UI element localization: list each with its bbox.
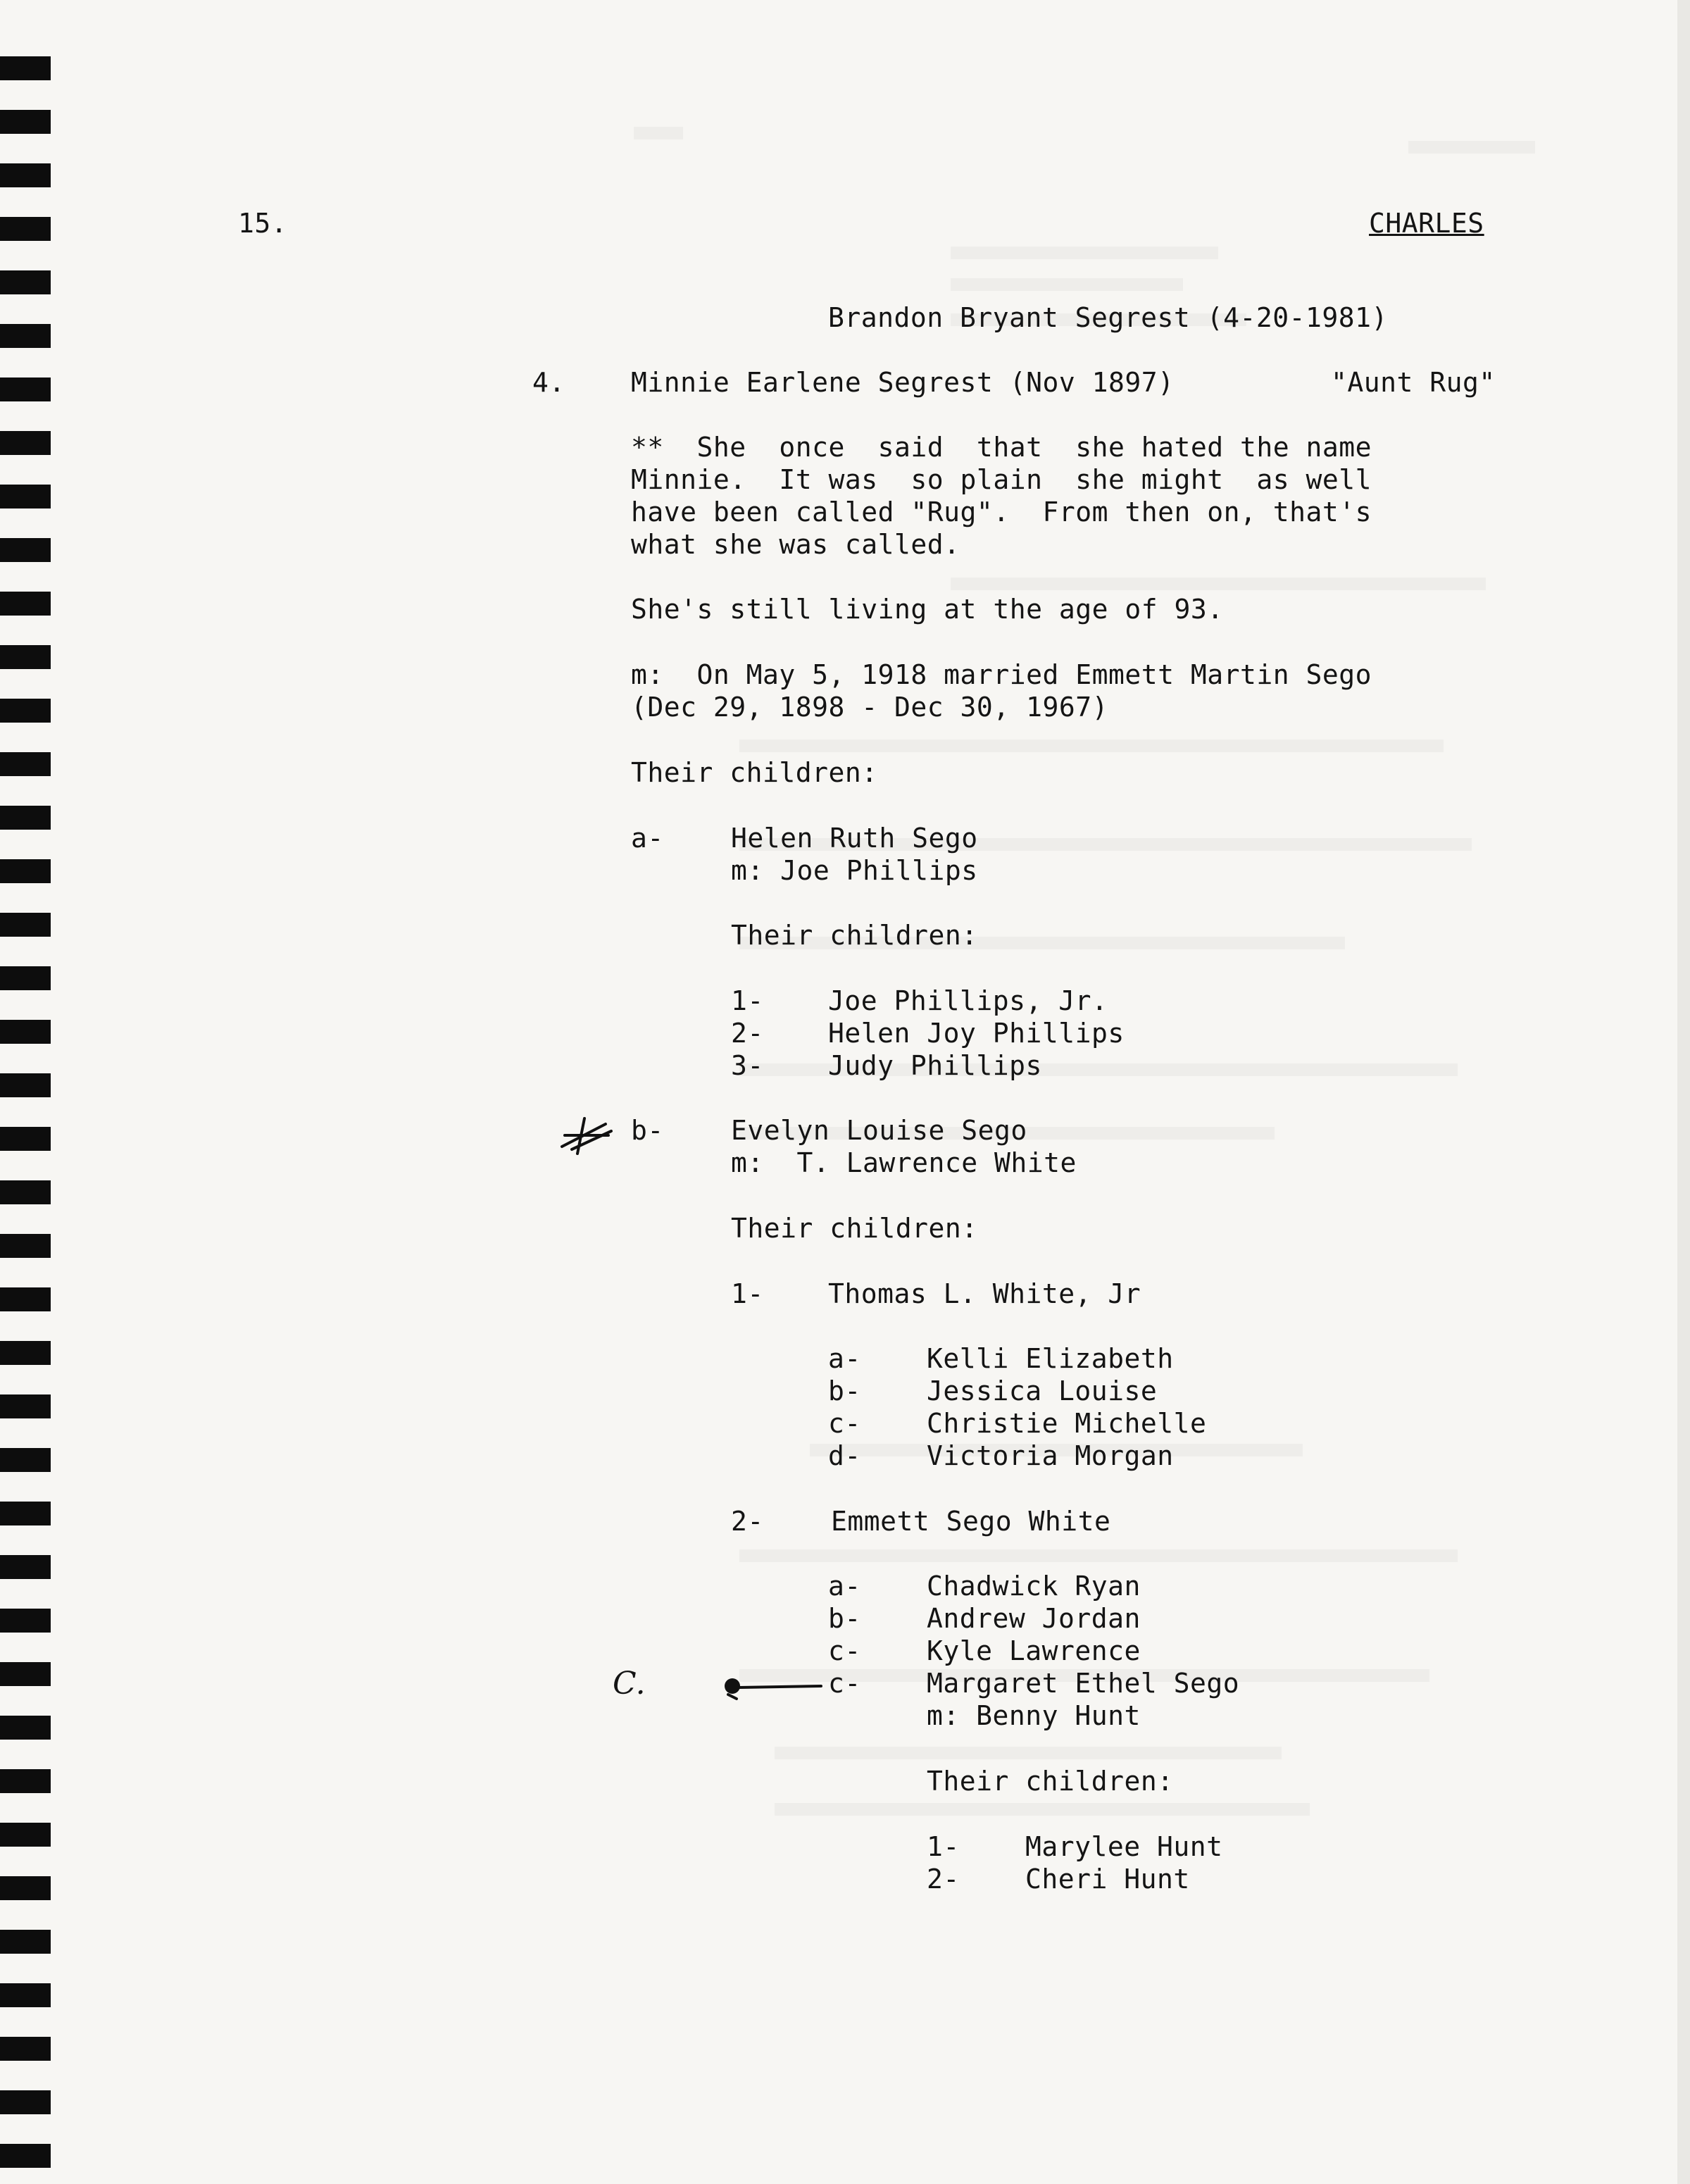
handwritten-star-mark xyxy=(556,1114,620,1156)
grandchild-name: Emmett Sego White xyxy=(831,1506,1111,1537)
great-grandchild-num: c- xyxy=(828,1635,861,1666)
grandchild-num: 2- xyxy=(731,1506,764,1537)
grandchild-num: 3- xyxy=(731,1050,764,1081)
great-grandchild-num: b- xyxy=(828,1603,861,1634)
page-number: 15. xyxy=(238,208,288,239)
child-c-name: Margaret Ethel Sego xyxy=(927,1668,1240,1699)
story-line: Minnie. It was so plain she might as well xyxy=(631,464,1372,495)
great-grandchild-num: a- xyxy=(828,1343,861,1374)
grandchild-name: Helen Joy Phillips xyxy=(828,1018,1125,1049)
page-edge xyxy=(1677,0,1690,2184)
marriage-line: m: On May 5, 1918 married Emmett Martin Sego xyxy=(631,659,1372,690)
great-grandchild-num: c- xyxy=(828,1408,861,1439)
story-line: have been called "Rug". From then on, that's xyxy=(631,497,1372,528)
living-note: She's still living at the age of 93. xyxy=(631,594,1224,625)
grandchild-name: Cheri Hunt xyxy=(1025,1864,1190,1895)
child-a-spouse: m: Joe Phillips xyxy=(731,855,978,886)
story-line: ** She once said that she hated the name xyxy=(631,432,1372,463)
minnie-number: 4. xyxy=(532,367,565,398)
great-grandchild-num: d- xyxy=(828,1440,861,1471)
great-grandchild-name: Kyle Lawrence xyxy=(927,1635,1141,1666)
child-b-name: Evelyn Louise Sego xyxy=(731,1115,1027,1146)
child-a-label: a- xyxy=(631,823,664,854)
handwritten-arrow-mark xyxy=(718,1671,824,1706)
brandon-entry: Brandon Bryant Segrest (4-20-1981) xyxy=(828,302,1388,333)
grandchild-num: 1- xyxy=(927,1831,960,1862)
child-c-label: c- xyxy=(828,1668,861,1699)
grandchild-name: Joe Phillips, Jr. xyxy=(828,985,1108,1016)
grandchild-num: 1- xyxy=(731,1278,764,1309)
children-heading: Their children: xyxy=(631,757,878,788)
great-grandchild-name: Christie Michelle xyxy=(927,1408,1207,1439)
grandchild-name: Judy Phillips xyxy=(828,1050,1042,1081)
minnie-nickname: "Aunt Rug" xyxy=(1331,367,1496,398)
handwritten-note: C. xyxy=(613,1666,646,1702)
great-grandchild-name: Andrew Jordan xyxy=(927,1603,1141,1634)
great-grandchild-name: Jessica Louise xyxy=(927,1375,1158,1406)
grandchild-num: 2- xyxy=(731,1018,764,1049)
great-grandchild-num: a- xyxy=(828,1571,861,1602)
child-b-children-heading: Their children: xyxy=(731,1213,978,1244)
grandchild-num: 1- xyxy=(731,985,764,1016)
child-a-children-heading: Their children: xyxy=(731,920,978,951)
grandchild-num: 2- xyxy=(927,1864,960,1895)
binding-holes xyxy=(0,0,56,2184)
family-name-header: CHARLES xyxy=(1369,208,1484,239)
minnie-entry: Minnie Earlene Segrest (Nov 1897) xyxy=(631,367,1175,398)
marriage-dates: (Dec 29, 1898 - Dec 30, 1967) xyxy=(631,692,1108,723)
great-grandchild-name: Victoria Morgan xyxy=(927,1440,1174,1471)
great-grandchild-num: b- xyxy=(828,1375,861,1406)
great-grandchild-name: Chadwick Ryan xyxy=(927,1571,1141,1602)
child-c-spouse: m: Benny Hunt xyxy=(927,1700,1141,1731)
grandchild-name: Thomas L. White, Jr xyxy=(828,1278,1141,1309)
child-a-name: Helen Ruth Sego xyxy=(731,823,978,854)
child-c-children-heading: Their children: xyxy=(927,1766,1174,1797)
story-line: what she was called. xyxy=(631,529,960,560)
child-b-spouse: m: T. Lawrence White xyxy=(731,1147,1077,1178)
child-b-label: b- xyxy=(631,1115,664,1146)
grandchild-name: Marylee Hunt xyxy=(1025,1831,1223,1862)
great-grandchild-name: Kelli Elizabeth xyxy=(927,1343,1174,1374)
